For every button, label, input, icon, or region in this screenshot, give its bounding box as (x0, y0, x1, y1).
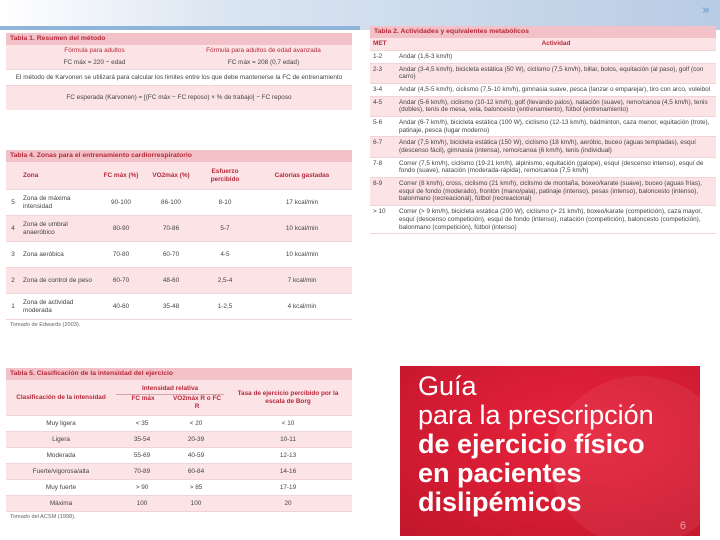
table-header-row (6, 162, 352, 190)
table-row (6, 464, 352, 480)
header-cell: Esfuerzo percibido (210, 167, 240, 183)
cell: 35-48 (162, 302, 180, 310)
cell: 14-16 (279, 467, 297, 475)
table-1-method-summary (6, 33, 352, 139)
cell: > 85 (189, 483, 203, 491)
cell: 55-69 (133, 451, 151, 459)
activity-cell: Andar (3-4,5 km/h), bicicleta estática (50 W), ciclismo (7,5 km/h), billar, bolos, equitación (al paso), golf (con carro) (399, 65, 704, 81)
header-cell: FC máx (%) (103, 171, 139, 179)
formula-right: FC máx = 208 (0,7 edad) (227, 58, 300, 66)
karvonen-note: El método de Karvonen se utilizará para calcular los límites entre los que debe mantenerse la FC de entrenamiento (6, 70, 352, 87)
cell: 10-11 (280, 435, 296, 443)
cover-line: de ejercicio físico (418, 429, 645, 459)
sub-left: Fórmula para adultos (64, 47, 125, 55)
table-row (6, 216, 352, 242)
activity-cell: Correr (7,5 km/h), ciclismo (19-21 km/h), alpinismo, equitación (galope), esquí (descenso intenso), esquí de fondo (suave), natación (moderada-rápida), remo/canoa (7,5 km/h) (399, 159, 704, 175)
table-row (6, 268, 352, 294)
cover-line: Guía (418, 371, 477, 401)
met-cell: 4-5 (373, 98, 383, 106)
cell: 60-70 (112, 276, 130, 284)
cell: 86-100 (161, 198, 181, 206)
cell: 60-70 (162, 250, 180, 258)
table-row (370, 84, 716, 97)
table-row (6, 242, 352, 268)
table-row (370, 137, 716, 157)
cell: 60-84 (187, 467, 205, 475)
header-cell: Clasificación de la intensidad (16, 393, 106, 401)
table-row (370, 206, 716, 234)
table-row (6, 432, 352, 448)
cell: 48-60 (162, 276, 180, 284)
table-header-row (370, 38, 716, 51)
formula-left: FC máx = 220 − edad (63, 58, 126, 66)
table-title: Tabla 4. Zonas para el entrenamiento cardiorrespiratorio (6, 150, 352, 162)
cell: 40-60 (112, 302, 130, 310)
header-cell: MET (373, 40, 387, 48)
table-header-row (6, 380, 352, 416)
chevron-right-icon: » (702, 3, 710, 18)
cell: Zona de umbral anaeróbico (23, 220, 68, 236)
header-cell: VO2máx R o FC R (173, 395, 221, 410)
cell: Muy fuerte (45, 483, 77, 491)
header-cell: FC máx (131, 395, 155, 403)
cell: 70-86 (162, 224, 180, 232)
table-row (370, 97, 716, 117)
cell: 20-39 (187, 435, 205, 443)
cell: 100 (190, 499, 202, 507)
activity-cell: Correr (> 9 km/h), bicicleta estática (200 W), ciclismo (> 21 km/h), boxeo/karate (competición), caza mayor, esquí (descenso competición), esquí de fondo (intenso), natación (competición), baloncesto (competición), balonmano (competición), fútbol (intenso) (399, 208, 702, 231)
table-row (6, 294, 352, 320)
cell: Fuerte/vigorosa/alta (32, 467, 90, 475)
cell: 90-100 (111, 198, 131, 206)
table-row (6, 416, 352, 432)
cell: 4 kcal/min (287, 302, 317, 310)
cell: 1-2,5 (217, 302, 233, 310)
cell: Máxima (49, 499, 73, 507)
cell: Moderada (46, 451, 76, 459)
activity-cell: Andar (4,5-5 km/h), ciclismo (7,5-10 km/h), gimnasia suave, pesca (lanzar o emparejar), tiro con arco, voleibol (399, 85, 711, 93)
page-number: 6 (679, 520, 686, 532)
table-subheader (6, 45, 352, 57)
header-cell: Zona (23, 171, 39, 179)
cell: 80-90 (112, 224, 130, 232)
met-cell: > 10 (373, 208, 386, 216)
header-cell: Actividad (541, 40, 571, 48)
table-row (6, 190, 352, 216)
formulas-row (6, 57, 352, 70)
cell: 35-54 (133, 435, 151, 443)
cell: < 10 (281, 419, 295, 427)
cell: 17-19 (279, 483, 297, 491)
table-row (6, 496, 352, 512)
cell: 1 (11, 302, 15, 310)
cell: < 35 (135, 419, 149, 427)
table-row (6, 448, 352, 464)
karvonen-equation: FC esperada (Karvonen) = [(FC máx − FC reposo) × % de trabajo] − FC reposo (6, 86, 352, 110)
cell: 100 (136, 499, 148, 507)
header-cell: Tasa de ejercicio percibido por la escala de Borg (237, 389, 339, 405)
table-2-activities-mets (370, 26, 716, 354)
guide-cover (400, 366, 700, 536)
cover-line: en pacientes (418, 458, 582, 488)
table-title: Tabla 1. Resumen del método (6, 33, 352, 45)
cell: 5-7 (220, 224, 230, 232)
header-cell: VO2máx (%) (152, 171, 190, 179)
met-cell: 6-7 (373, 139, 383, 147)
met-cell: 7-8 (373, 159, 383, 167)
cell: < 20 (189, 419, 203, 427)
header-group-title: Intensidad relativa (116, 385, 224, 396)
activity-cell: Andar (6-7 km/h), bicicleta estática (100 W), ciclismo (12-13 km/h), bádminton, caza menor, equitación (trote), patinaje, pesca (lugar moderno) (399, 118, 710, 134)
cover-title (418, 372, 654, 517)
table-row (370, 117, 716, 137)
cell: 10 kcal/min (285, 250, 319, 258)
cell: Zona aeróbica (23, 250, 64, 258)
activity-cell: Andar (5-6 km/h), ciclismo (10-12 km/h), golf (llevando palos), natación (suave), remo/canoa (4,5 km/h), tenis (dobles), tenis de mesa, vela, baloncesto (entrenamiento), fútbol (entrenamiento) (399, 98, 708, 114)
activity-cell: Correr (8 km/h), cross, ciclismo (21 km/h), ciclismo de montaña, boxeo/karate (suave), buceo (aguas frías), esquí de fondo (moderado), frontón (mano/pala), patinaje (intenso), pesas (intenso), baloncesto (intenso), balonmano (recreacional), fútbol (recreacional) (399, 180, 702, 203)
header-cell (6, 175, 20, 177)
table-row (6, 480, 352, 496)
cover-line: para la prescripción (418, 400, 654, 430)
header-group (116, 385, 224, 411)
cell: 4 (11, 224, 15, 232)
cell: 5 (11, 198, 15, 206)
table-5-intensity-classification (6, 368, 352, 534)
cell: 4-5 (220, 250, 230, 258)
cell: 7 kcal/min (287, 276, 317, 284)
met-cell: 3-4 (373, 85, 383, 93)
table-row (370, 51, 716, 64)
table-footer: Tomado del ACSM (1998). (10, 514, 76, 521)
cell: Zona de actividad moderada (23, 298, 74, 314)
cell: 8-10 (218, 198, 232, 206)
header-accent-strip (0, 26, 360, 30)
cell: 70-89 (133, 467, 151, 475)
table-title: Tabla 5. Clasificación de la intensidad del ejercicio (6, 368, 352, 380)
activity-cell: Andar (1,6-3 km/h) (399, 52, 453, 60)
activity-cell: Andar (7,5 km/h), bicicleta estática (150 W), ciclismo (18 km/h), aeróbic, buceo (aguas templadas), esquí (descenso fácil), gimnasia (intensa), remo/canoa (6 km/h), tenis (individual) (399, 139, 696, 155)
cell: 3 (11, 250, 15, 258)
cell: 20 (284, 499, 292, 507)
table-footer: Tomado de Edwards (2003). (10, 322, 81, 329)
cell: 10 kcal/min (285, 224, 319, 232)
cell: Muy ligera (46, 419, 76, 427)
cell: > 90 (135, 483, 149, 491)
cell: 70-80 (112, 250, 130, 258)
met-cell: 8-9 (373, 180, 383, 188)
header-cell: Calorías gastadas (274, 171, 330, 179)
cell: 12-13 (279, 451, 297, 459)
table-row (370, 178, 716, 206)
cell: 40-59 (187, 451, 205, 459)
met-cell: 2-3 (373, 65, 383, 73)
cell: Zona de control de peso (23, 276, 92, 284)
cell: 2,5-4 (217, 276, 233, 284)
table-row (370, 64, 716, 84)
cell: 2 (11, 276, 15, 284)
met-cell: 5-6 (373, 118, 383, 126)
table-row (370, 158, 716, 178)
met-cell: 1-2 (373, 52, 383, 60)
cell: Ligera (52, 435, 70, 443)
cell: Zona de máxima intensidad (23, 194, 71, 210)
sub-right: Fórmula para adultos de edad avanzada (206, 47, 321, 55)
table-title: Tabla 2. Actividades y equivalentes metabólicos (370, 26, 716, 38)
cell: 17 kcal/min (285, 198, 319, 206)
table-4-training-zones (6, 150, 352, 350)
cover-line: dislipémicos (418, 487, 582, 517)
